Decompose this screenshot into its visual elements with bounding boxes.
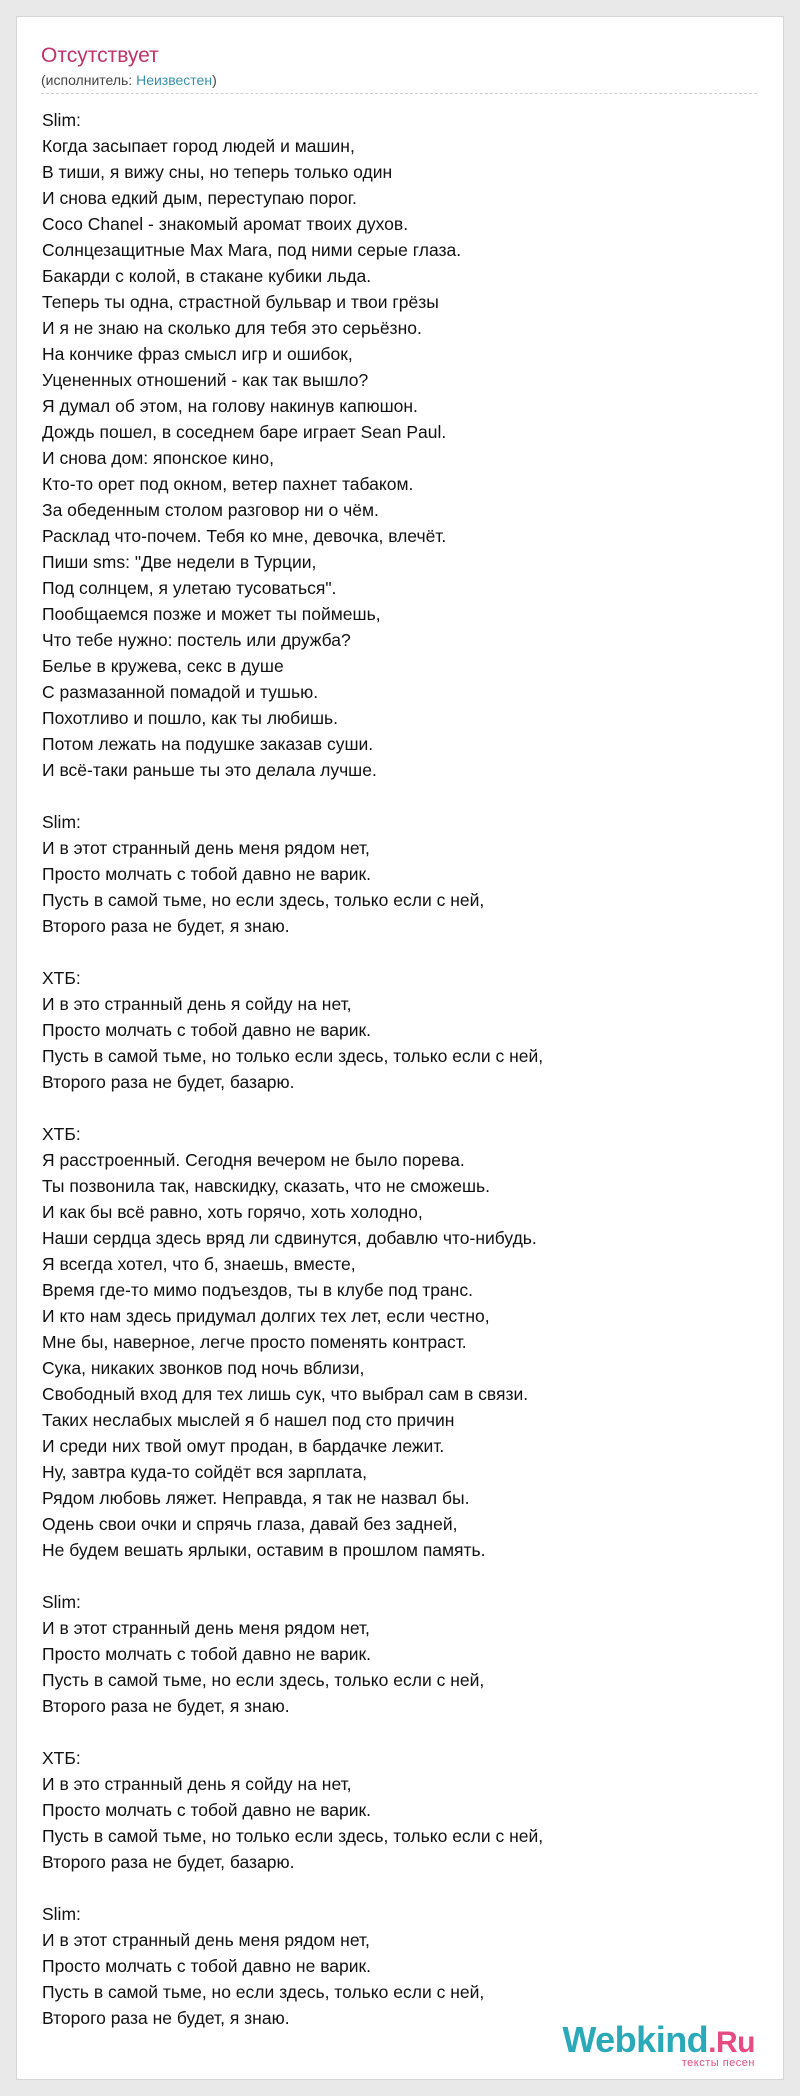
logo-tagline: тексты песен	[681, 2057, 755, 2069]
lyric-line: Я всегда хотел, что б, знаешь, вместе,	[42, 1254, 356, 1274]
lyric-line: Солнцезащитные Max Mara, под ними серые глаза.	[42, 240, 462, 260]
lyric-line: И я не знаю на сколько для тебя это серьёзно.	[42, 318, 422, 338]
lyric-line: Просто молчать с тобой давно не варик.	[42, 1800, 372, 1820]
lyric-line: Мне бы, наверное, легче просто поменять контраст.	[42, 1332, 467, 1352]
lyric-line: И кто нам здесь придумал долгих тех лет, если честно,	[42, 1306, 490, 1326]
lyric-line: И в это странный день я сойду на нет,	[42, 1774, 352, 1794]
lyric-line: Когда засыпает город людей и машин,	[42, 136, 355, 156]
lyric-line: Второго раза не будет, базарю.	[42, 1852, 295, 1872]
lyric-line: Бакарди с колой, в стакане кубики льда.	[42, 266, 372, 286]
lyric-line: Второго раза не будет, я знаю.	[42, 2008, 290, 2028]
lyric-line: Второго раза не будет, я знаю.	[42, 1696, 290, 1716]
lyric-line: Просто молчать с тобой давно не варик.	[42, 1020, 372, 1040]
logo-main-text: Webkind	[562, 2019, 709, 2060]
lyric-blank-line	[42, 1875, 762, 1901]
page-card	[16, 16, 784, 2080]
title-divider	[41, 93, 757, 94]
lyric-line: И в этот странный день меня рядом нет,	[42, 1930, 370, 1950]
lyric-line: И снова едкий дым, переступаю порог.	[42, 188, 357, 208]
lyric-line: За обеденным столом разговор ни о чём.	[42, 500, 379, 520]
lyric-line: Slim:	[42, 110, 81, 130]
lyric-line: Не будем вешать ярлыки, оставим в прошлом память.	[42, 1540, 486, 1560]
lyric-line: Таких неслабых мыслей я б нашел под сто причин	[42, 1410, 455, 1430]
lyric-line: Дождь пошел, в соседнем баре играет Sean Paul.	[42, 422, 447, 442]
lyric-line: Просто молчать с тобой давно не варик.	[42, 1644, 372, 1664]
lyric-line: Я думал об этом, на голову накинув капюшон.	[42, 396, 418, 416]
lyric-line: Пусть в самой тьме, но только если здесь, только если с ней,	[42, 1826, 544, 1846]
lyric-line: Пусть в самой тьме, но только если здесь, только если с ней,	[42, 1046, 544, 1066]
lyric-line: Наши сердца здесь вряд ли сдвинутся, добавлю что-нибудь.	[42, 1228, 537, 1248]
lyric-line: Рядом любовь ляжет. Неправда, я так не назвал бы.	[42, 1488, 470, 1508]
lyric-line: И в этот странный день меня рядом нет,	[42, 1618, 370, 1638]
artist-suffix: )	[212, 72, 217, 88]
lyric-line: Что тебе нужно: постель или дружба?	[42, 630, 351, 650]
lyric-line: Пусть в самой тьме, но если здесь, только если с ней,	[42, 1670, 485, 1690]
lyric-line: Теперь ты одна, страстной бульвар и твои грёзы	[42, 292, 439, 312]
lyrics-body	[42, 107, 762, 2031]
lyric-line: Белье в кружева, секс в душе	[42, 656, 284, 676]
lyric-blank-line	[42, 1563, 762, 1589]
lyric-line: Пообщаемся позже и может ты поймешь,	[42, 604, 381, 624]
lyric-line: И в этот странный день меня рядом нет,	[42, 838, 370, 858]
lyric-line: Просто молчать с тобой давно не варик.	[42, 1956, 372, 1976]
lyric-line: И снова дом: японское кино,	[42, 448, 274, 468]
lyric-line: На кончике фраз смысл игр и ошибок,	[42, 344, 353, 364]
lyric-line: ХТБ:	[42, 968, 81, 988]
lyric-line: Одень свои очки и спрячь глаза, давай без задней,	[42, 1514, 458, 1534]
lyric-line: Slim:	[42, 1592, 81, 1612]
song-title: Отсутствует	[41, 44, 159, 67]
lyric-line: Сука, никаких звонков под ночь вблизи,	[42, 1358, 365, 1378]
logo-wordmark	[562, 2019, 755, 2060]
lyric-line: С размазанной помадой и тушью.	[42, 682, 319, 702]
lyric-blank-line	[42, 1095, 762, 1121]
lyric-line: Потом лежать на подушке заказав суши.	[42, 734, 374, 754]
lyric-line: Slim:	[42, 1904, 81, 1924]
site-logo[interactable]	[562, 2019, 755, 2069]
lyric-blank-line	[42, 1719, 762, 1745]
lyric-line: Ну, завтра куда-то сойдёт вся зарплата,	[42, 1462, 367, 1482]
lyric-line: Coco Chanel - знакомый аромат твоих духов.	[42, 214, 409, 234]
lyric-line: Второго раза не будет, базарю.	[42, 1072, 295, 1092]
lyric-line: Похотливо и пошло, как ты любишь.	[42, 708, 338, 728]
lyric-line: Под солнцем, я улетаю тусоваться".	[42, 578, 337, 598]
lyric-line: И всё-таки раньше ты это делала лучше.	[42, 760, 377, 780]
lyric-line: Пусть в самой тьме, но если здесь, только если с ней,	[42, 1982, 485, 2002]
lyric-line: И в это странный день я сойду на нет,	[42, 994, 352, 1014]
artist-prefix: (исполнитель:	[41, 72, 137, 88]
logo-tld: .Ru	[708, 2026, 755, 2059]
lyric-line: Кто-то орет под окном, ветер пахнет табаком.	[42, 474, 414, 494]
lyric-blank-line	[42, 939, 762, 965]
lyric-line: Расклад что-почем. Тебя ко мне, девочка, влечёт.	[42, 526, 447, 546]
artist-link[interactable]: Неизвестен	[136, 72, 213, 88]
lyric-line: Я расстроенный. Сегодня вечером не было порева.	[42, 1150, 465, 1170]
lyric-line: Ты позвонила так, навскидку, сказать, что не сможешь.	[42, 1176, 490, 1196]
lyric-line: Второго раза не будет, я знаю.	[42, 916, 290, 936]
lyric-line: Время где-то мимо подъездов, ты в клубе под транс.	[42, 1280, 473, 1300]
lyric-line: В тиши, я вижу сны, но теперь только один	[42, 162, 393, 182]
lyric-blank-line	[42, 783, 762, 809]
lyric-line: Просто молчать с тобой давно не варик.	[42, 864, 372, 884]
lyric-line: Уцененных отношений - как так вышло?	[42, 370, 369, 390]
lyric-line: Пиши sms: "Две недели в Турции,	[42, 552, 317, 572]
lyric-line: И как бы всё равно, хоть горячо, хоть холодно,	[42, 1202, 423, 1222]
lyric-line: ХТБ:	[42, 1124, 81, 1144]
artist-line	[41, 71, 217, 89]
lyric-line: Свободный вход для тех лишь сук, что выбрал сам в связи.	[42, 1384, 529, 1404]
lyric-line: ХТБ:	[42, 1748, 81, 1768]
lyric-line: И среди них твой омут продан, в бардачке лежит.	[42, 1436, 445, 1456]
lyric-line: Slim:	[42, 812, 81, 832]
lyric-line: Пусть в самой тьме, но если здесь, только если с ней,	[42, 890, 485, 910]
